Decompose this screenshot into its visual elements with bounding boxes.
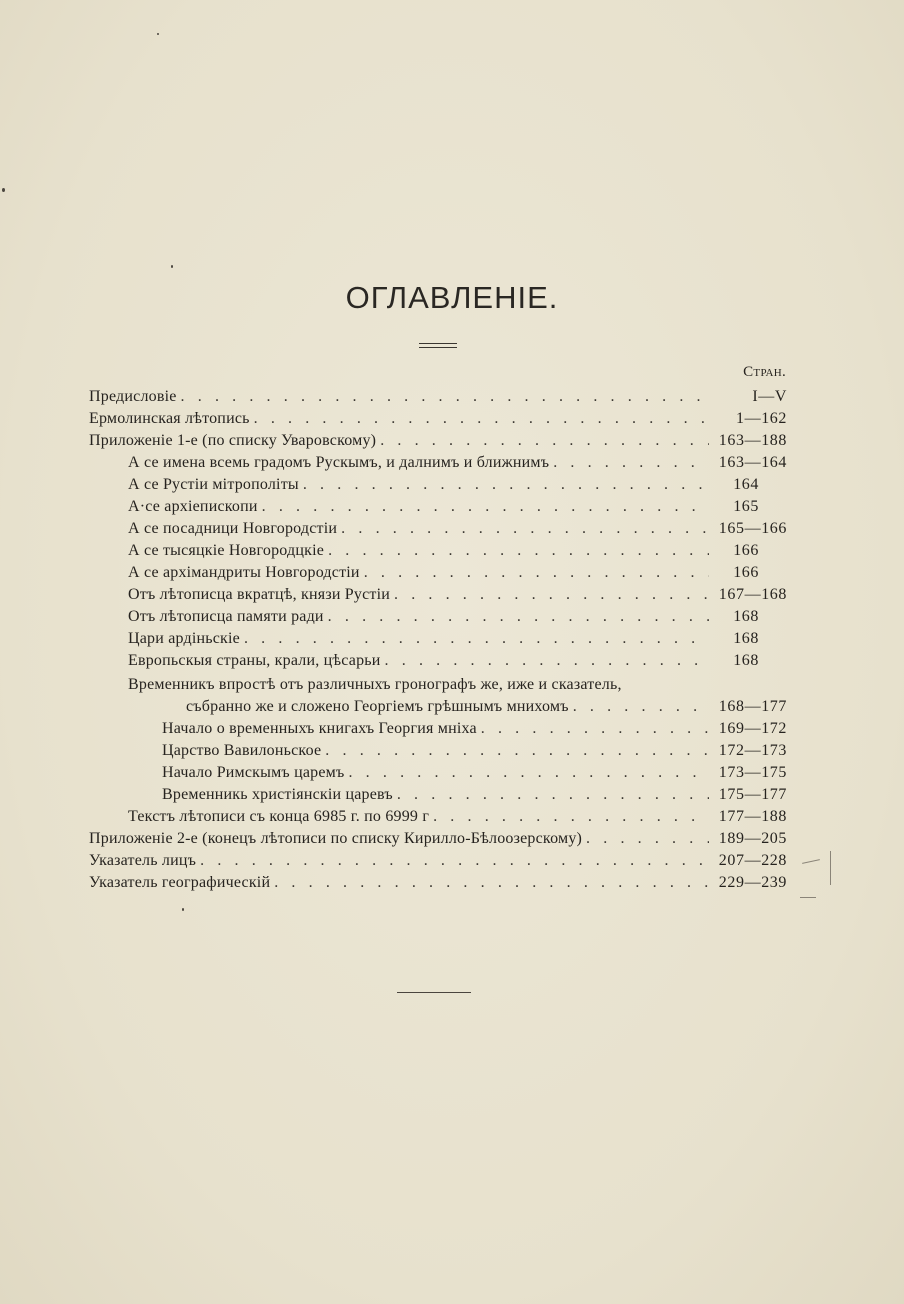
toc-entry-pages: 165	[733, 498, 759, 515]
toc-entry[interactable]	[128, 562, 759, 584]
toc-entry-pages: 173—175	[718, 764, 787, 781]
toc-entry-title: А се посадници Новгородстiи	[128, 520, 338, 537]
toc-entry-pages: 166	[733, 542, 759, 559]
toc-entry[interactable]	[162, 762, 787, 784]
pages-column-header: Стран.	[743, 364, 786, 380]
paper-speck	[2, 188, 5, 192]
toc-entry-pages: 163—188	[718, 432, 787, 449]
dot-leader	[250, 408, 709, 430]
dot-leader	[324, 606, 709, 628]
toc-entry-pages: 172—173	[718, 742, 787, 759]
toc-entry-pages: 163—164	[718, 454, 787, 471]
toc-entry[interactable]	[128, 584, 787, 606]
toc-entry-title: Временникь христiянскiи царевъ	[162, 786, 393, 803]
dot-leader	[477, 718, 709, 740]
toc-entry-pages: 168	[733, 608, 759, 625]
dot-leader	[240, 628, 709, 650]
toc-entry-pages: 1—162	[736, 410, 787, 427]
dot-leader	[360, 562, 709, 584]
dot-leader	[177, 386, 709, 408]
toc-entry-pages: 166	[733, 564, 759, 581]
toc-entry-pages: 207—228	[718, 852, 787, 869]
toc-entry[interactable]	[89, 872, 787, 894]
toc-entry-title: Царство Вавилоньское	[162, 742, 322, 759]
dot-leader	[299, 474, 709, 496]
toc-entry[interactable]	[128, 628, 759, 650]
toc-entry-title: Указатель лицъ	[89, 852, 197, 869]
dot-leader	[393, 784, 709, 806]
toc-entry-title: Начало о временныхъ книгахъ Георгия мнiха	[162, 720, 477, 737]
toc-entry[interactable]	[128, 452, 787, 474]
toc-entry-pages: 189—205	[718, 830, 787, 847]
toc-entry-title: Временникъ впростѣ отъ различныхъ гронографъ же, иже и сказатель,	[128, 676, 622, 693]
toc-entry-title: Отъ лѣтописца памяти ради	[128, 608, 324, 625]
toc-entry-title: Текстъ лѣтописи съ конца 6985 г. по 6999 г	[128, 808, 430, 825]
toc-entry-pages: 168—177	[718, 698, 787, 715]
toc-entry-pages: 168	[733, 652, 759, 669]
toc-entry[interactable]	[128, 540, 759, 562]
paper-speck	[157, 33, 159, 35]
toc-entry-pages: 168	[733, 630, 759, 647]
toc-entry-title: Приложенiе 1-е (по списку Уваровскому)	[89, 432, 377, 449]
dot-leader	[381, 650, 709, 672]
toc-entry-title: Приложенiе 2-е (конецъ лѣтописи по списку Кирилло-Бѣлоозерскому)	[89, 830, 583, 847]
toc-entry[interactable]	[128, 606, 759, 628]
dot-leader	[324, 540, 709, 562]
toc-entry-title: Цари ардiньскiе	[128, 630, 240, 647]
toc-entry[interactable]	[128, 518, 787, 540]
toc-entry-title: Указатель географическiй	[89, 874, 271, 891]
toc-entry-pages: 229—239	[718, 874, 787, 891]
title-double-rule	[419, 343, 457, 348]
dot-leader	[376, 430, 709, 452]
toc-entry-pages: 177—188	[718, 808, 787, 825]
toc-entry[interactable]	[162, 740, 787, 762]
dot-leader	[196, 850, 709, 872]
toc-entry-title: Предисловiе	[89, 388, 177, 405]
toc-entry[interactable]	[128, 474, 759, 496]
dot-leader	[569, 696, 709, 718]
toc-entry-pages: 167—168	[718, 586, 787, 603]
toc-entry[interactable]	[89, 430, 787, 452]
toc-entry-pages: 165—166	[718, 520, 787, 537]
dot-leader	[337, 518, 709, 540]
page-title: ОГЛАВЛЕНIЕ.	[345, 280, 559, 315]
toc-entry-title: А·се архiепископи	[128, 498, 258, 515]
toc-entry[interactable]	[89, 850, 787, 872]
toc-entry[interactable]	[128, 806, 787, 828]
dot-leader	[549, 452, 709, 474]
toc-entry[interactable]	[186, 696, 787, 718]
toc-entry-title: Ермолинская лѣтопись	[89, 410, 250, 427]
toc-entry-title: Начало Римскымъ царемъ	[162, 764, 345, 781]
toc-entry-title: А се Рустiи мiтрополiты	[128, 476, 299, 493]
paper-speck	[171, 265, 173, 268]
toc-entry-pages: 175—177	[718, 786, 787, 803]
margin-pencil-mark	[802, 859, 820, 864]
toc-entry-title: А се имена всемь градомъ Рускымъ, и далнимъ и ближнимъ	[128, 454, 550, 471]
toc-entry[interactable]	[162, 718, 787, 740]
dot-leader	[582, 828, 709, 850]
toc-entry-pages: 169—172	[718, 720, 787, 737]
toc-entry[interactable]	[128, 650, 759, 672]
toc-entry-title: А се архiмандриты Новгородстiи	[128, 564, 360, 581]
toc-entry[interactable]	[89, 386, 787, 408]
toc-entry-title: Европьскыя страны, крали, цѣсарьи	[128, 652, 381, 669]
dot-leader	[390, 584, 709, 606]
closing-rule	[397, 992, 471, 993]
paper-speck	[182, 908, 184, 911]
toc-entry-title: А се тысяцкiе Новгородцкiе	[128, 542, 325, 559]
toc-entry[interactable]	[128, 496, 759, 518]
toc-entry[interactable]	[162, 784, 787, 806]
dot-leader	[321, 740, 709, 762]
dot-leader	[258, 496, 709, 518]
toc-entry-title: Отъ лѣтописца вкратцѣ, князи Рустiи	[128, 586, 390, 603]
toc-entry-pages: 164	[733, 476, 759, 493]
dot-leader	[270, 872, 709, 894]
toc-entry-pages: I—V	[752, 388, 787, 405]
dot-leader	[344, 762, 709, 784]
dot-leader	[429, 806, 709, 828]
toc-entry[interactable]	[89, 408, 787, 430]
margin-pencil-mark	[800, 897, 816, 898]
toc-entry-title: събранно же и сложено Георгiемъ грѣшнымъ мнихомъ	[186, 698, 569, 715]
toc-entry[interactable]	[89, 828, 787, 850]
margin-pencil-mark	[830, 851, 831, 885]
